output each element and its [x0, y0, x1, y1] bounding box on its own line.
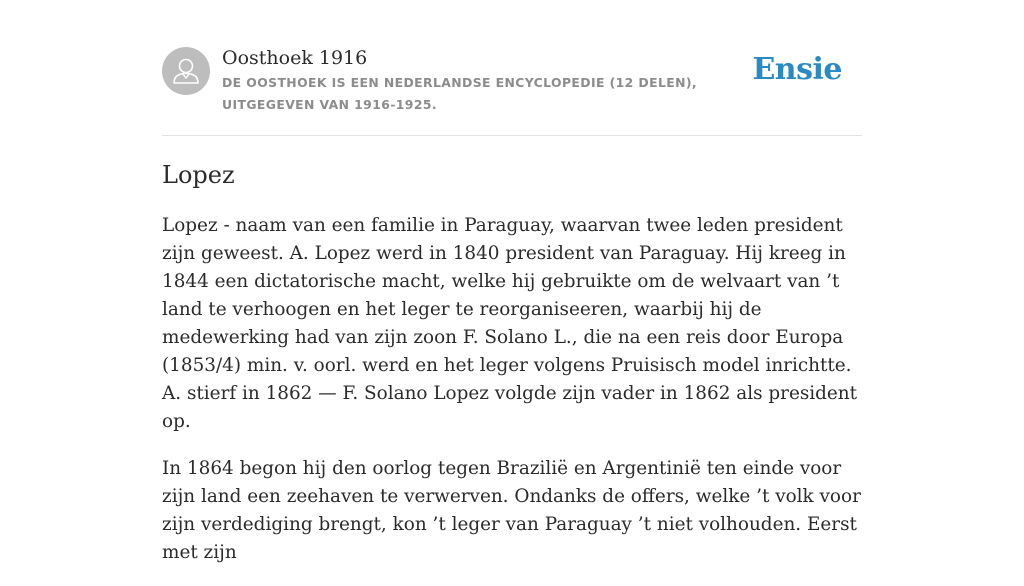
paragraph: Lopez - naam van een familie in Paraguay, waarvan twee leden president zijn geweest. A. Lopez werd in 1840 president van Paraguay. Hij kreeg in 1844 een dictatorische macht, welke hij gebruikte om de welvaart van ’t land te verhoogen en het leger te reorganiseeren, waarbij hij de medewerking had van zijn zoon F. Solano L., die na een reis door Europa (1853/4) min. v. oorl. werd en het leger volgens Pruisisch model inrichtte. A. stierf in 1862 — F. Solano Lopez volgde zijn vader in 1862 als president op. — [162, 215, 858, 432]
source-title[interactable]: Oosthoek 1916 — [222, 47, 368, 69]
entry-body — [162, 212, 872, 586]
avatar[interactable] — [162, 47, 210, 95]
source-description: DE OOSTHOEK IS EEN NEDERLANDSE ENCYCLOPEDIE (12 DELEN), UITGEGEVEN VAN 1916-1925. — [222, 75, 698, 112]
paragraph: In 1864 begon hij den oorlog tegen Brazilië en Argentinië ten einde voor zijn land een zeehaven te verwerven. Ondanks de offers, welke ’t volk voor zijn verdediging brengt, kon ’t leger van Paraguay ’t niet volhouden. Eerst met zijn — [162, 458, 861, 563]
entry-title: Lopez — [162, 161, 235, 189]
user-icon — [162, 47, 210, 95]
source-header — [162, 46, 862, 136]
brand-logo[interactable]: Ensie — [752, 52, 842, 87]
page-container — [162, 46, 862, 563]
